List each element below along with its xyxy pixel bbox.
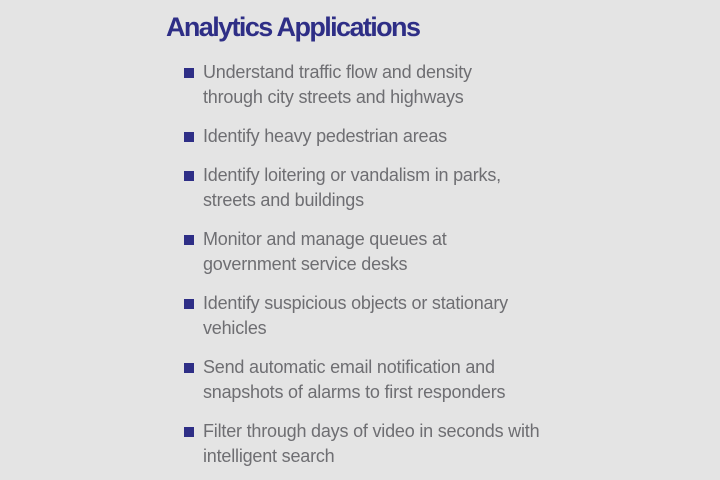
bullet-line: Identify suspicious objects or stationary [203,293,508,313]
bullet-line: Send automatic email notification and [203,357,495,377]
bullet-line: Filter through days of video in seconds with [203,421,540,441]
bullet-line: vehicles [203,318,267,338]
bullet-item [184,291,604,341]
square-bullet-icon [184,363,194,373]
bullet-line: Understand traffic flow and density [203,62,472,82]
bullet-line: Identify loitering or vandalism in parks, [203,165,501,185]
bullet-line: Monitor and manage queues at [203,229,447,249]
bullet-item [184,124,604,149]
bullet-item [184,227,604,277]
bullet-line: intelligent search [203,446,335,466]
square-bullet-icon [184,427,194,437]
bullet-item [184,355,604,405]
square-bullet-icon [184,299,194,309]
bullet-line: snapshots of alarms to first responders [203,382,506,402]
square-bullet-icon [184,235,194,245]
bullet-item [184,163,604,213]
bullet-line: streets and buildings [203,190,364,210]
bullet-list [184,60,604,469]
bullet-item [184,60,604,110]
bullet-item [184,419,604,469]
square-bullet-icon [184,171,194,181]
square-bullet-icon [184,68,194,78]
bullet-line: Identify heavy pedestrian areas [203,126,447,146]
square-bullet-icon [184,132,194,142]
slide-title: Analytics Applications [166,12,420,42]
bullet-line: through city streets and highways [203,87,464,107]
bullet-line: government service desks [203,254,408,274]
